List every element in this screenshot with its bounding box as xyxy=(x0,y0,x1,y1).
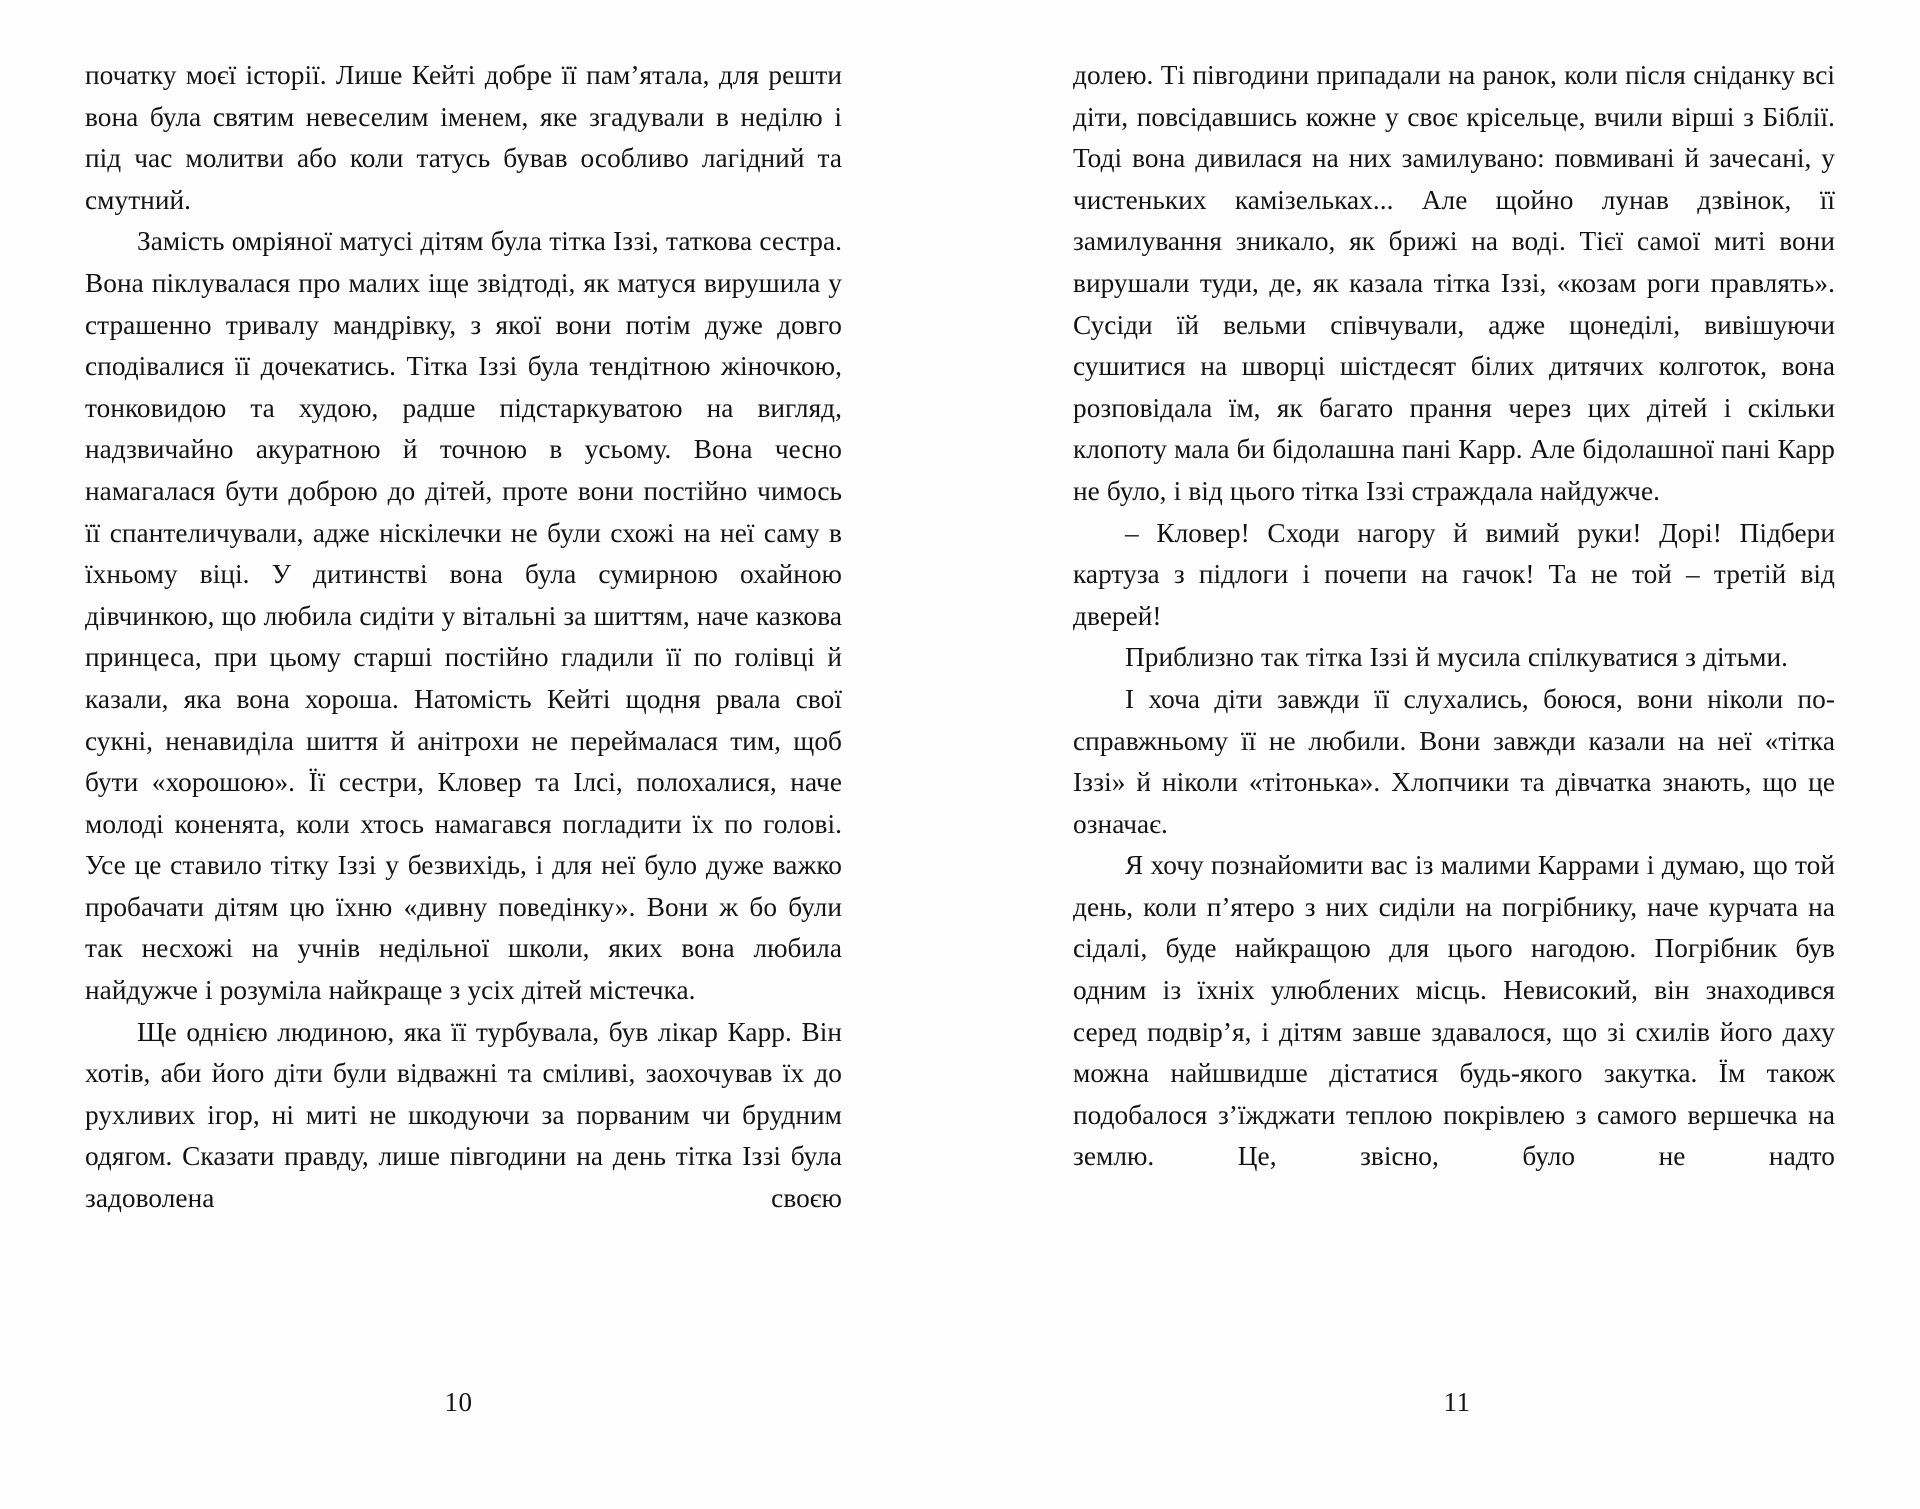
paragraph-approximately: Приблизно так тітка Іззі й мусила спілкуватися з дітьми. xyxy=(1125,642,1788,673)
paragraph-although-children: І хоча діти завжди її слухались, боюся, вони ніколи по-справжньому її не любили. Вони завжди казали на неї «тітка Іззі» й ніколи «тітонька». Хлопчики та дівчатка знають, що це означає. xyxy=(1073,683,1835,839)
left-page-text-body xyxy=(85,55,842,1385)
paragraph-introduce-carrs: Я хочу познайомити вас із малими Каррами і думаю, що той день, коли п’ятеро з них сиділи на погрібнику, наче курчата на сідалі, буде найкращою для цього нагодою. Погрібник був одним із їхніх улюблених місць. Невисокий, він знаходився серед подвір’я, і дітям завше здавалося, що зі схилів його даху можна найшвидше дістатися будь-якого закутка. Їм також подобалося з’їжджати теплою покрівлею з самого вершечка на землю. Це, звісно, було не надто xyxy=(1073,850,1835,1172)
page-number-right: 11 xyxy=(1443,1387,1471,1417)
page-number-left: 10 xyxy=(444,1387,473,1417)
right-page-text-body xyxy=(1073,55,1835,1385)
paragraph-continued-fate: долею. Ті півгодини припадали на ранок, коли після сніданку всі діти, повсідавшись кожне у своє крісельце, вчили вірші з Біблії. Тоді вона дивилася на них замилувано: повмивані й зачесані, у чистеньких камізельках... Але щойно лунав дзвінок, її замилування зникало, як брижі на воді. Тієї самої миті вони вирушали туди, де, як казала тітка Іззі, «козам роги правлять». Сусіди їй вельми співчували, адже щонеділі, вивішуючи сушитися на шворці шістдесят білих дитячих колготок, вона розповідала їм, як багато прання через цих дітей і скільки клопоту мала би бідолашна пані Карр. Але бідолашної пані Карр не було, і від цього тітка Іззі страждала найдужче. xyxy=(1073,60,1835,506)
paragraph-continued-top: початку моєї історії. Лише Кейті добре її пам’ятала, для решти вона була святим невеселим іменем, яке згадували в неділю і під час молитви або коли татусь бував особливо лагідний та смутний. xyxy=(85,60,842,215)
right-page xyxy=(960,0,1920,1509)
paragraph-aunt-izzi: Замість омріяної матусі дітям була тітка Іззі, таткова сестра. Вона піклувалася про малих іще звідтоді, як матуся вирушила у страшенно тривалу мандрівку, з якої вони потім дуже довго сподівалися її дочекатись. Тітка Іззі була тендітною жіночкою, тонковидою та худою, радше підстаркуватою на вигляд, надзвичайно акуратною й точною в усьому. Вона чесно намагалася бути доброю до дітей, проте вони постійно чимось її спантеличували, адже ніскілечки не були схожі на неї саму в їхньому віці. У дитинстві вона була сумирною охайною дівчинкою, що любила сидіти у вітальні за шиттям, наче казкова принцеса, при цьому старші постійно гладили її по голівці й казали, яка вона хороша. Натомість Кейті щодня рвала свої сукні, ненавиділа шиття й анітрохи не переймалася тим, щоб бути «хорошою». Її сестри, Кловер та Ілсі, полохалися, наче молоді коненята, коли хтось намагався погладити їх по голові. Усе це ставило тітку Іззі у безвихідь, і для неї було дуже важко пробачати дітям цю їхню «дивну поведінку». Вони ж бо були так несхожі на учнів недільної школи, яких вона любила найдужче і розуміла найкраще з усіх дітей містечка. xyxy=(85,226,842,1006)
paragraph-doctor-carr: Ще однією людиною, яка її турбувала, був лікар Карр. Він хотів, аби його діти були відважні та сміливі, заохочував їх до рухливих ігор, ні миті не шкодуючи за порваним чи брудним одягом. Сказати правду, лише півгодини на день тітка Іззі була задоволена своєю xyxy=(85,1016,842,1214)
paragraph-dialogue-clover: – Кловер! Сходи нагору й вимий руки! Дорі! Підбери картуза з підлоги і почепи на гачок! Та не той – третій від дверей! xyxy=(1073,517,1835,631)
